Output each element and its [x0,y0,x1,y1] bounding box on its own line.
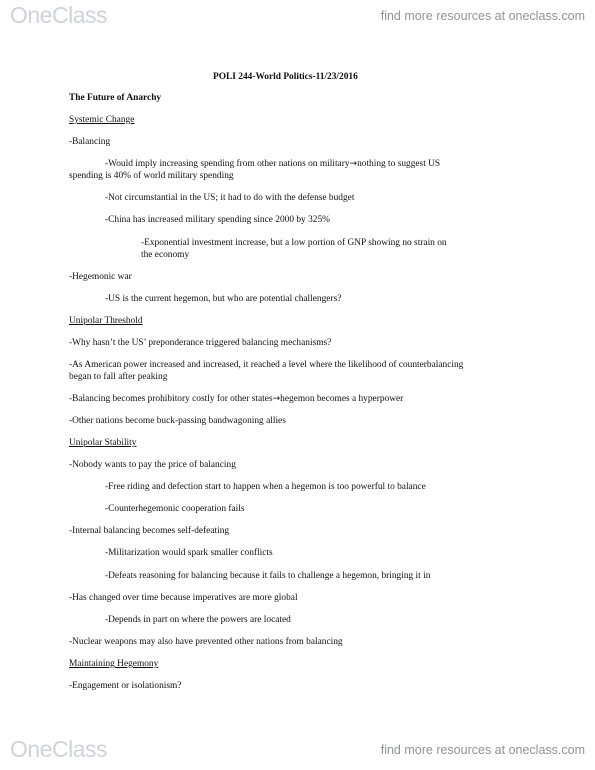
note-line: the economy [141,250,190,260]
note-line: began to fall after peaking [69,372,168,382]
logo-text: OneClass [10,2,107,28]
note-line: -Would imply increasing spending from other nations on military→nothing to suggest US [105,159,441,169]
note-line: -Hegemonic war [69,272,132,282]
section-title: The Future of Anarchy [69,93,162,103]
note-line: -Militarization would spark smaller conflicts [105,548,273,558]
document-title: POLI 244-World Politics-11/23/2016 [213,72,358,82]
note-line: -Balancing [69,137,111,147]
note-line: -As American power increased and increased, it reached a level where the likelihood of counterbalancing [69,360,464,370]
note-line: spending is 40% of world military spending [69,171,234,181]
note-line: -Depends in part on where the powers are located [105,615,291,625]
note-line: -Internal balancing becomes self-defeating [69,526,230,536]
heading-maintaining-hegemony: Maintaining Hegemony [69,659,159,669]
resources-link[interactable]: find more resources at oneclass.com [380,9,585,23]
note-line: -China has increased military spending since 2000 by 325% [105,215,330,225]
logo-text: OneClass [10,736,107,762]
oneclass-logo[interactable] [10,736,107,763]
note-line: -Engagement or isolationism? [69,681,182,691]
note-line: -Defeats reasoning for balancing because it fails to challenge a hegemon, bringing it in [105,571,431,581]
note-line: -Nobody wants to pay the price of balancing [69,460,236,470]
note-line: -Has changed over time because imperatives are more global [69,593,298,603]
heading-unipolar-stability: Unipolar Stability [69,438,137,448]
page-footer [0,736,595,766]
right-arrow-icon: → [272,394,281,404]
heading-unipolar-threshold: Unipolar Threshold [69,316,143,326]
note-line: -Exponential investment increase, but a low portion of GNP showing no strain on [141,238,447,248]
page-header [0,0,595,30]
note-line: -Counterhegemonic cooperation fails [105,504,245,514]
right-arrow-icon: → [349,159,358,169]
resources-link[interactable]: find more resources at oneclass.com [380,743,585,757]
note-line: -US is the current hegemon, but who are potential challengers? [105,294,342,304]
note-line: -Nuclear weapons may also have prevented other nations from balancing [69,637,343,647]
note-line: -Free riding and defection start to happen when a hegemon is too powerful to balance [105,482,426,492]
note-line: -Balancing becomes prohibitory costly for other states→hegemon becomes a hyperpower [69,394,404,404]
note-line: -Why hasn’t the US’ preponderance triggered balancing mechanisms? [69,338,332,348]
note-line: -Other nations become buck-passing bandwagoning allies [69,416,286,426]
oneclass-logo[interactable] [10,2,107,29]
note-line: -Not circumstantial in the US; it had to do with the defense budget [105,193,355,203]
heading-systemic-change: Systemic Change [69,115,135,125]
